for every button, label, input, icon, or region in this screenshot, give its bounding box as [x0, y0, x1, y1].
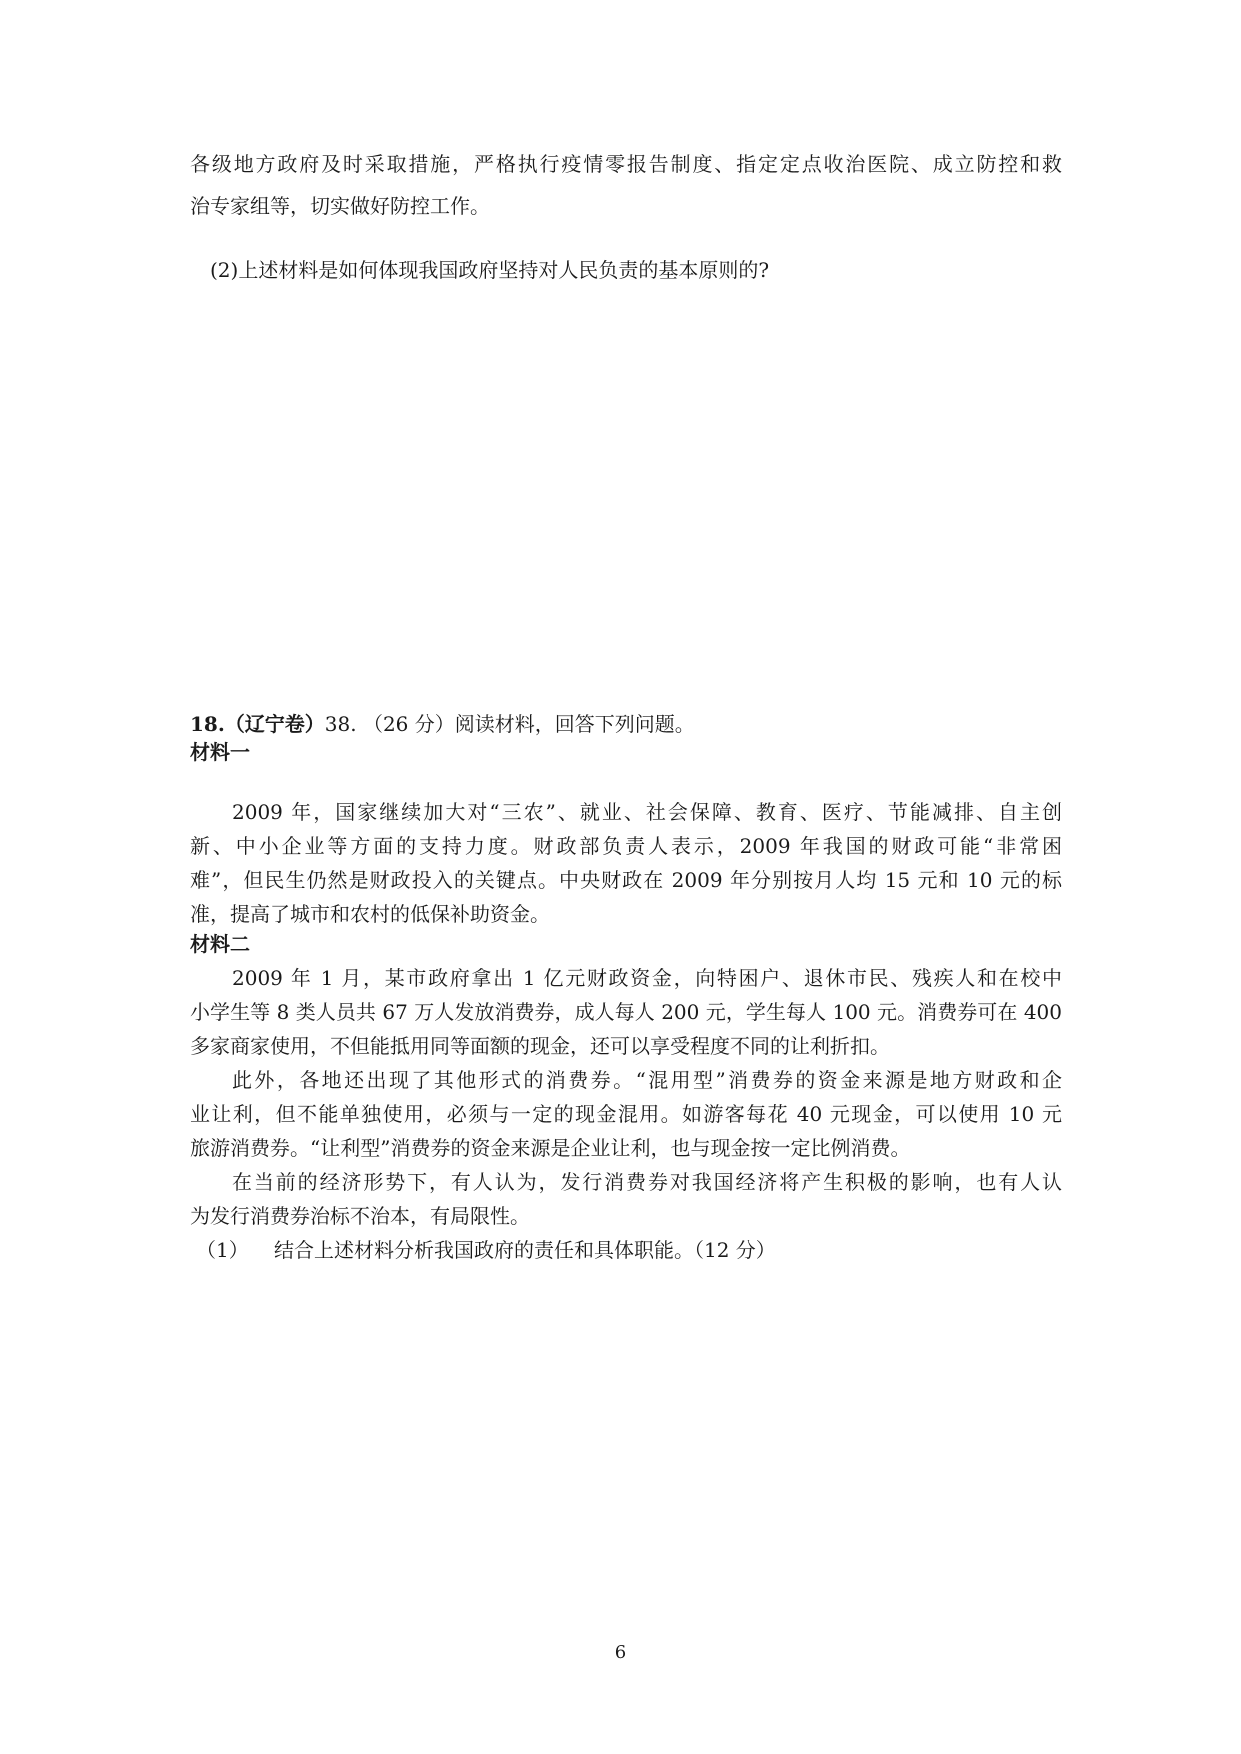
- material-2-line-3: 多家商家使用，不但能抵用同等面额的现金，还可以享受程度不同的让利折扣。: [190, 1034, 890, 1058]
- top-material-line-1: 各级地方政府及时采取措施，严格执行疫情零报告制度、指定定点收治医院、成立防控和救: [190, 152, 1062, 176]
- material-2-line-8: 为发行消费券治标不治本，有局限性。: [190, 1204, 530, 1228]
- material-1-line-4: 准，提高了城市和农村的低保补助资金。: [190, 902, 550, 926]
- material-1-line-2: 新、中小企业等方面的支持力度。财政部负责人表示，2009 年我国的财政可能“非常困: [190, 834, 1062, 858]
- material-2-line-7: 在当前的经济形势下，有人认为，发行消费券对我国经济将产生积极的影响，也有人认: [232, 1170, 1062, 1194]
- material-2-line-6: 旅游消费券。“让利型”消费券的资金来源是企业让利，也与现金按一定比例消费。: [190, 1136, 911, 1160]
- question-source: （辽宁卷）: [224, 712, 325, 736]
- material-2-line-4: 此外，各地还出现了其他形式的消费券。“混用型”消费券的资金来源是地方财政和企: [232, 1068, 1062, 1092]
- material-2-line-2: 小学生等 8 类人员共 67 万人发放消费券，成人每人 200 元，学生每人 100 元。消费券可在 400: [190, 1000, 1062, 1024]
- question-number: 18.: [190, 712, 225, 736]
- page-number: 6: [614, 1642, 627, 1663]
- question-prompt: 38. （26 分）阅读材料，回答下列问题。: [324, 712, 695, 736]
- material-1-line-1: 2009 年，国家继续加大对“三农”、就业、社会保障、教育、医疗、节能减排、自主创: [232, 800, 1062, 824]
- top-material-line-2: 治专家组等，切实做好防控工作。: [190, 194, 490, 218]
- material-2-line-5: 业让利，但不能单独使用，必须与一定的现金混用。如游客每花 40 元现金，可以使用 10 元: [190, 1102, 1062, 1126]
- material-2-line-1: 2009 年 1 月，某市政府拿出 1 亿元财政资金，向特困户、退休市民、残疾人和在校中: [232, 966, 1062, 990]
- material-1-heading: 材料一: [190, 740, 250, 764]
- material-1-line-3: 难”，但民生仍然是财政投入的关键点。中央财政在 2009 年分别按月人均 15 元和 10 元的标: [190, 868, 1062, 892]
- question-2: (2)上述材料是如何体现我国政府坚持对人民负责的基本原则的?: [210, 258, 770, 282]
- sub-question-1-text: 结合上述材料分析我国政府的责任和具体职能。（12 分）: [274, 1238, 776, 1262]
- sub-question-1-label: （1）: [196, 1238, 249, 1262]
- material-2-heading: 材料二: [190, 932, 250, 956]
- question-18-heading: [190, 712, 695, 736]
